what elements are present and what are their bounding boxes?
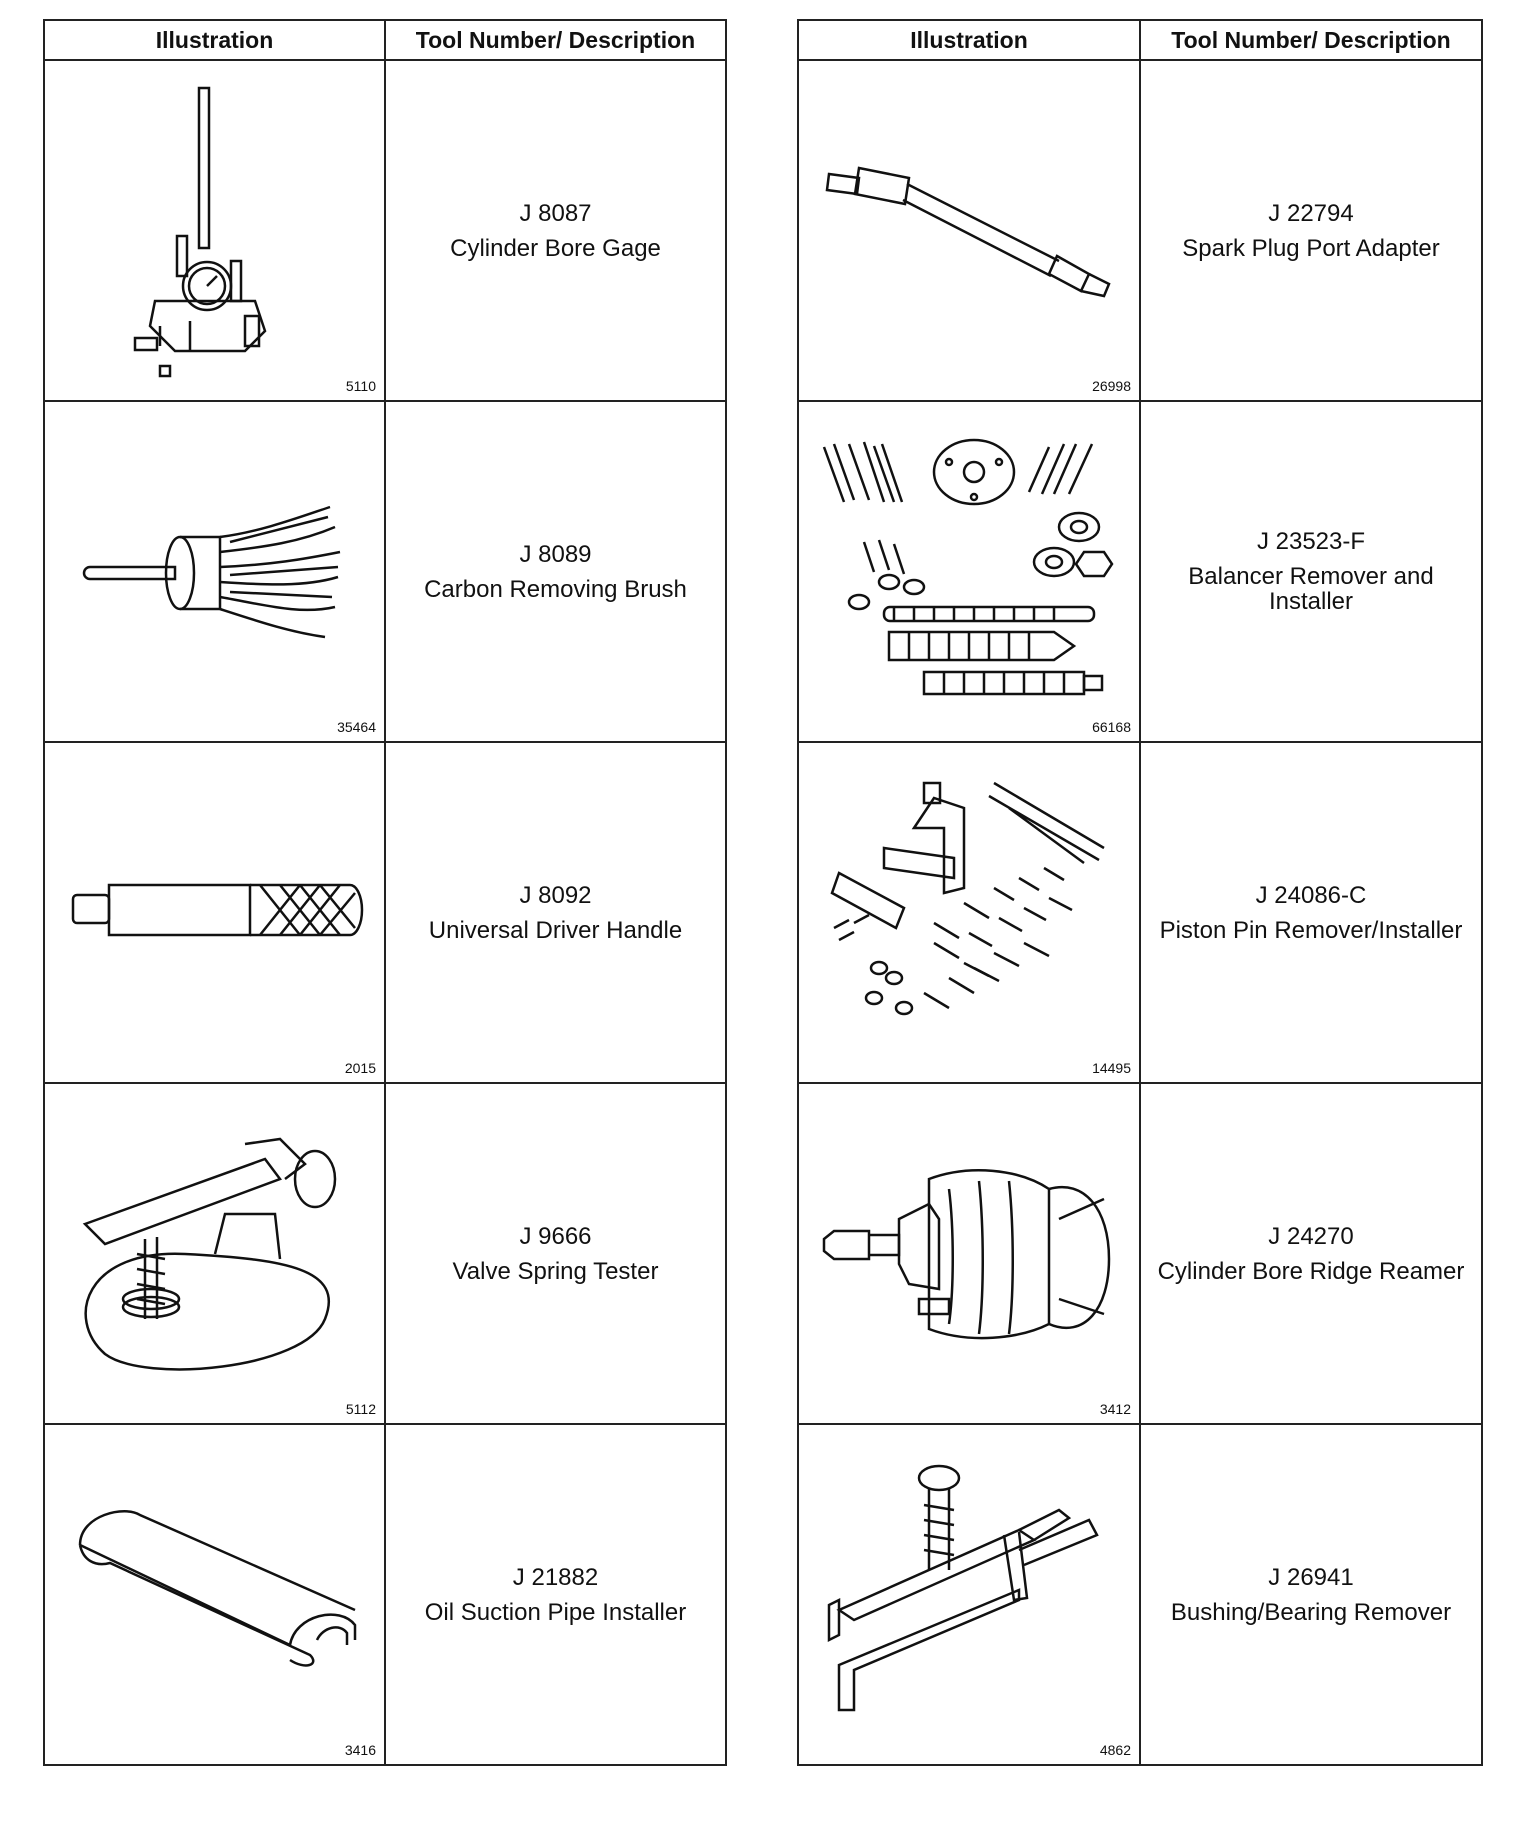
tool-number: J 26941 [1268,1563,1354,1591]
balancer-kit-icon [814,432,1124,712]
table-row [44,742,726,1083]
tool-number: J 23523-F [1256,528,1366,555]
tool-description-cell [385,60,726,401]
tool-description-cell [1140,742,1482,1083]
illustration-cell [44,1424,385,1765]
tool-description: Cylinder Bore Gage [450,234,661,262]
figure-number: 3412 [1099,1401,1131,1417]
table-row [44,1424,726,1765]
illustration-cell [44,742,385,1083]
tool-description: Valve Spring Tester [452,1257,659,1285]
table-row [798,1424,1482,1765]
illustration-cell [798,401,1140,742]
left-header-row [44,20,726,60]
tool-description: Oil Suction Pipe Installer [424,1598,687,1626]
driver-handle-icon [65,873,365,953]
figure-number: 5112 [345,1401,376,1417]
right-tool-table [797,19,1483,1766]
illustration-header: Illustration [798,20,1140,60]
left-tool-table [43,19,727,1766]
figure-number: 3416 [344,1742,376,1758]
tool-description-cell [1140,1424,1482,1765]
tool-description: Piston Pin Remover/Installer [1159,916,1463,944]
illustration-cell [44,401,385,742]
illustration-header: Illustration [44,20,385,60]
tool-number: J 9666 [519,1222,592,1250]
tool-description-cell [385,742,726,1083]
tool-description: Cylinder Bore Ridge Reamer [1157,1257,1465,1285]
tool-description-cell [385,1083,726,1424]
figure-number: 26998 [1092,378,1131,394]
spring-tester-icon [65,1119,365,1389]
tool-description: Spark Plug Port Adapter [1182,234,1440,262]
figure-number: 5110 [345,378,376,394]
tool-description-cell [385,401,726,742]
table-row [798,1083,1482,1424]
illustration-cell [798,1083,1140,1424]
figure-number: 66168 [1092,719,1131,735]
tool-number: J 22794 [1268,199,1354,227]
illustration-cell [44,60,385,401]
tool-number: J 24270 [1268,1222,1354,1250]
illustration-cell [798,742,1140,1083]
table-row [44,401,726,742]
tool-header: Tool Number/ Description [385,20,726,60]
tool-description: Universal Driver Handle [428,916,683,944]
tool-number: J 8089 [519,540,592,568]
table-row [798,60,1482,401]
illustration-cell [44,1083,385,1424]
piston-pin-kit-icon [814,768,1124,1058]
illustration-cell [798,60,1140,401]
tool-description: Balancer Remover and Installer [1188,563,1434,615]
illustration-cell [798,1424,1140,1765]
tool-number: J 8092 [519,881,592,909]
half-pipe-icon [65,1495,365,1695]
tool-number: J 8087 [519,199,592,227]
tool-number: J 21882 [512,1563,599,1591]
port-adapter-icon [819,156,1119,306]
bushing-remover-icon [819,1460,1119,1730]
tool-description-cell [385,1424,726,1765]
table-row [798,742,1482,1083]
tool-description: Carbon Removing Brush [424,575,687,603]
figure-number: 4862 [1099,1742,1131,1758]
table-row [44,60,726,401]
wire-brush-icon [80,497,350,647]
figure-number: 35464 [337,719,376,735]
figure-number: 2015 [344,1060,376,1076]
tool-description-cell [1140,1083,1482,1424]
table-row [798,401,1482,742]
tool-description-cell [1140,60,1482,401]
tool-description: Bushing/Bearing Remover [1170,1598,1452,1626]
tool-header: Tool Number/ Description [1140,20,1482,60]
bore-gage-icon [115,76,315,386]
tool-number: J 24086-C [1255,881,1367,909]
ridge-reamer-icon [819,1159,1119,1349]
figure-number: 14495 [1092,1060,1131,1076]
right-header-row [798,20,1482,60]
table-row [44,1083,726,1424]
tool-description-cell [1140,401,1482,742]
